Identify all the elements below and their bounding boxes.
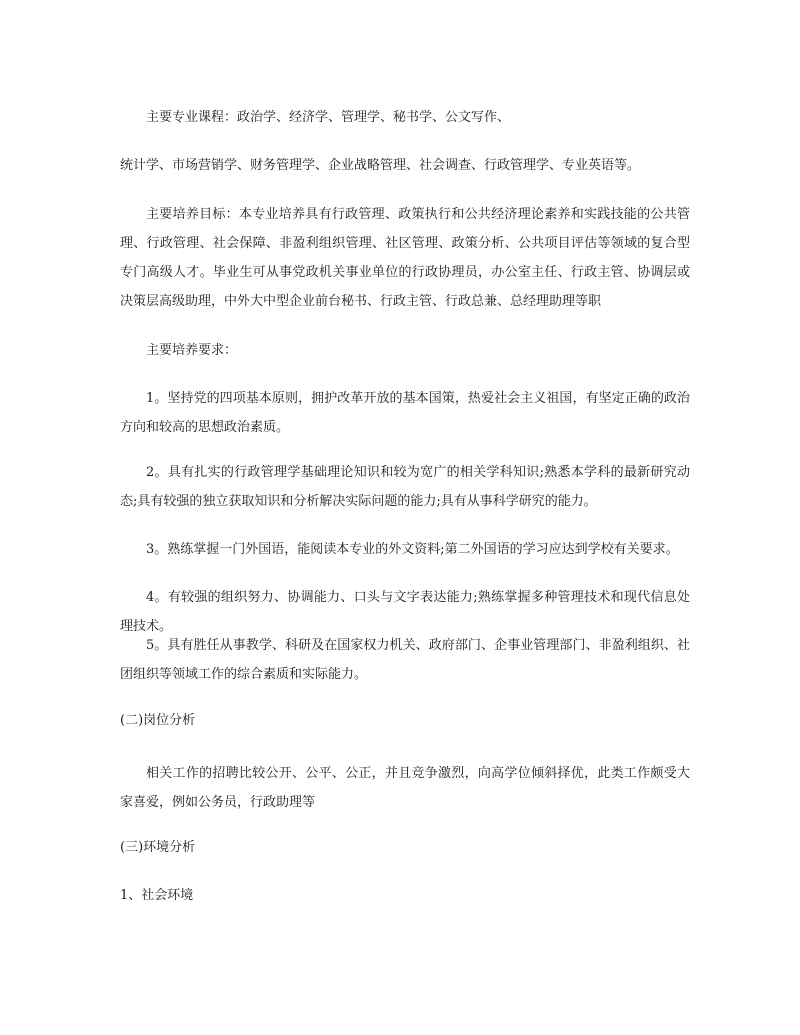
heading-position-analysis: (二)岗位分析 [120,713,196,728]
heading-environment-analysis: (三)环境分析 [120,840,196,855]
paragraph-requirement-5: 5。具有胜任从事教学、科研及在国家权力机关、政府部门、企事业管理部门、非盈利组织、社团组织等领域工作的综合素质和实际能力。 [120,638,690,682]
paragraph-position-analysis: 相关工作的招聘比较公开、公平、公正，并且竞争激烈，向高学位倾斜择优，此类工作颇受大家喜爱，例如公务员，行政助理等 [120,766,690,810]
paragraph-main-courses-cont: 统计学、市场营销学、财务管理学、企业战略管理、社会调查、行政管理学、专业英语等。 [120,158,641,173]
heading-social-environment: 1、社会环境 [120,888,194,903]
paragraph-requirements-heading: 主要培养要求： [146,343,238,358]
paragraph-training-goal: 主要培养目标：本专业培养具有行政管理、政策执行和公共经济理论素养和实践技能的公共管理、行政管理、社会保障、非盈利组织管理、社区管理、政策分析、公共项目评估等领域的复合型专门高级人才。毕业生可从事党政机关事业单位的行政协理员，办公室主任、行政主管、协调层或决策层高级助理，中外大中型企业前台秘书、行政主管、行政总兼、总经理助理等职 [120,207,690,309]
paragraph-requirement-2: 2。具有扎实的行政管理学基础理论知识和较为宽广的相关学科知识;熟悉本学科的最新研究动态;具有较强的独立获取知识和分析解决实际问题的能力;具有从事科学研究的能力。 [120,465,690,509]
paragraph-main-courses: 主要专业课程：政治学、经济学、管理学、秘书学、公文写作、 [146,110,511,125]
paragraph-requirement-4: 4。有较强的组织努力、协调能力、口头与文字表达能力;熟练掌握多种管理技术和现代信息处理技术。 [120,590,690,634]
paragraph-requirement-1: 1。坚持党的四项基本原则，拥护改革开放的基本国策，热爱社会主义祖国，有坚定正确的政治方向和较高的思想政治素质。 [120,391,690,435]
paragraph-requirement-3: 3。熟练掌握一门外国语，能阅读本专业的外文资料;第二外国语的学习应达到学校有关要求。 [146,542,679,557]
